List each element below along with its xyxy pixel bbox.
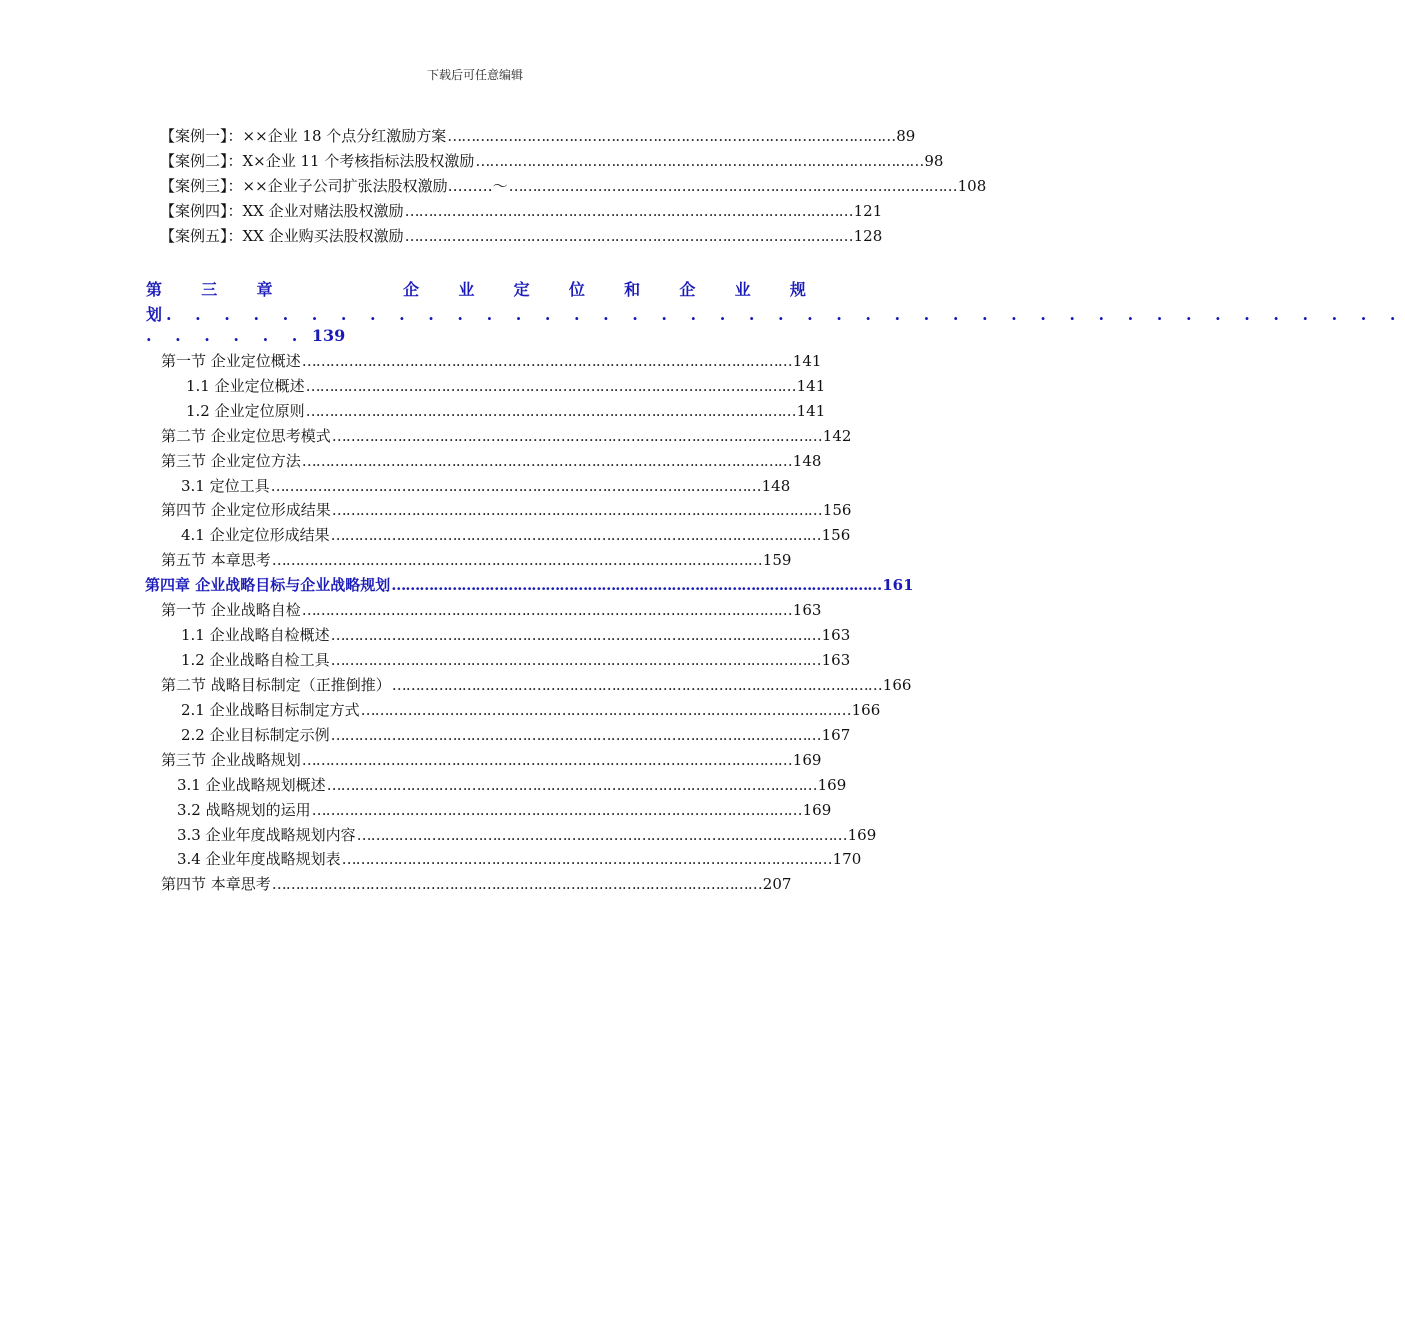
- chapter3-heading-row3: [146, 326, 345, 345]
- leader-dots: ……………………………………………………………………………………………: [305, 402, 796, 420]
- toc-case-3[interactable]: [160, 176, 987, 196]
- toc-case-4[interactable]: [160, 201, 883, 221]
- chapter3-char: 位: [568, 280, 585, 299]
- toc-page: 159: [762, 551, 792, 569]
- toc-page: 89: [896, 127, 916, 145]
- toc-entry[interactable]: [161, 351, 822, 371]
- toc-page: 148: [761, 477, 791, 495]
- leader-dots: ……………………………………………………………………………………………: [356, 826, 847, 844]
- toc-label: 3.3 企业年度战略规划内容: [177, 826, 356, 844]
- toc-label: 1.1 企业战略自检概述: [181, 626, 330, 644]
- leader-dots: ……………………………………………………………………………………: [404, 227, 853, 245]
- toc-case-5[interactable]: [160, 226, 883, 246]
- toc-page: 98: [924, 152, 944, 170]
- chapter3-char: 章: [256, 280, 273, 299]
- toc-entry[interactable]: [181, 725, 851, 745]
- toc-page: 166: [882, 676, 912, 694]
- leader-dots: ……………………………………………………………………………………………: [271, 875, 762, 893]
- toc-label: 第二节 战略目标制定（正推倒推）: [161, 676, 391, 694]
- toc-entry[interactable]: [161, 675, 912, 695]
- chapter3-heading[interactable]: [146, 277, 806, 300]
- toc-entry[interactable]: [181, 525, 851, 545]
- toc-page: 207: [762, 875, 792, 893]
- toc-page: 142: [822, 427, 852, 445]
- chapter3-char: 定: [513, 280, 530, 299]
- leader-dots: ……………………………………………………………………………………………: [331, 501, 822, 519]
- leader-dots: ……………………………………………………………………………………………: [301, 452, 792, 470]
- leader-dots: ……………………………………………………………………………………………: [301, 751, 792, 769]
- toc-label: 1.2 企业定位原则: [186, 402, 305, 420]
- chapter3-char: 企: [679, 280, 696, 299]
- toc-case-2[interactable]: [160, 151, 944, 171]
- toc-page: 170: [832, 850, 862, 868]
- leader-dots: ……………………………………………………………………………………………: [326, 776, 817, 794]
- toc-label: 1.2 企业战略自检工具: [181, 651, 330, 669]
- leader-dots: ……………………………………………………………………………………………: [311, 801, 802, 819]
- leader-dots: . . . . . .: [146, 326, 307, 345]
- page-header: 下载后可任意编辑: [426, 68, 523, 82]
- chapter3-gap: [312, 277, 364, 300]
- toc-entry[interactable]: [177, 775, 847, 795]
- toc-page: 121: [853, 202, 883, 220]
- toc-page: 141: [796, 377, 826, 395]
- leader-dots: ……………………………………………………………………………………: [404, 202, 853, 220]
- toc-page: 163: [821, 651, 851, 669]
- toc-page: 156: [821, 526, 851, 544]
- toc-entry[interactable]: [161, 600, 822, 620]
- leader-dots: ……………………………………………………………………………………………: [301, 352, 792, 370]
- toc-label: 第四章 企业战略目标与企业战略规划: [145, 576, 391, 594]
- toc-page: 156: [822, 501, 852, 519]
- toc-page: 169: [847, 826, 877, 844]
- toc-label: 【案例二】：X×企业 11 个考核指标法股权激励: [160, 152, 475, 170]
- toc-page: 169: [817, 776, 847, 794]
- chapter3-heading-row2: [146, 302, 1405, 325]
- toc-label: 4.1 企业定位形成结果: [181, 526, 330, 544]
- toc-page: 139: [311, 326, 346, 345]
- toc-page: 141: [796, 402, 826, 420]
- leader-dots: ……………………………………………………………………………………………: [270, 477, 761, 495]
- toc-entry[interactable]: [181, 625, 851, 645]
- leader-dots: ……………………………………………………………………………………………: [391, 576, 882, 594]
- leader-dots: ……………………………………………………………………………………………: [331, 427, 822, 445]
- chapter3-char: 三: [201, 280, 218, 299]
- chapter3-char: 规: [789, 280, 806, 299]
- toc-label: 第五节 本章思考: [161, 551, 271, 569]
- toc-page: 161: [882, 576, 914, 594]
- toc-label: 第二节 企业定位思考模式: [161, 427, 331, 445]
- toc-entry[interactable]: [181, 650, 851, 670]
- toc-label: 2.1 企业战略目标制定方式: [181, 701, 360, 719]
- toc-label: 3.4 企业年度战略规划表: [177, 850, 341, 868]
- toc-entry[interactable]: [181, 700, 881, 720]
- toc-page: 166: [851, 701, 881, 719]
- toc-entry[interactable]: [186, 401, 826, 421]
- toc-label: 第四节 本章思考: [161, 875, 271, 893]
- leader-dots: ……………………………………………………………………………………………: [271, 551, 762, 569]
- leader-dots: ……………………………………………………………………………………: [447, 127, 896, 145]
- toc-label: 3.2 战略规划的运用: [177, 801, 311, 819]
- toc-case-1[interactable]: [160, 126, 916, 146]
- toc-page: 141: [792, 352, 822, 370]
- toc-label: 第三节 企业战略规划: [161, 751, 301, 769]
- leader-dots: ……………………………………………………………………………………………: [330, 651, 821, 669]
- toc-page: 148: [792, 452, 822, 470]
- leader-dots: ……………………………………………………………………………………………: [301, 601, 792, 619]
- toc-label: 第一节 企业战略自检: [161, 601, 301, 619]
- toc-label: 2.2 企业目标制定示例: [181, 726, 330, 744]
- toc-entry[interactable]: [161, 426, 852, 446]
- toc-page: 169: [802, 801, 832, 819]
- toc-page: 163: [792, 601, 822, 619]
- toc-label: 【案例四】：XX 企业对赌法股权激励: [160, 202, 404, 220]
- toc-entry[interactable]: [161, 874, 792, 894]
- toc-label: 【案例一】：××企业 18 个点分红激励方案: [160, 127, 447, 145]
- leader-dots: ……………………………………………………………………………………………: [391, 676, 882, 694]
- leader-dots: ……………………………………………………………………………………: [508, 177, 957, 195]
- leader-dots: ……………………………………………………………………………………………: [330, 626, 821, 644]
- toc-entry[interactable]: [161, 451, 822, 471]
- toc-entry[interactable]: [161, 550, 792, 570]
- toc-chapter-4[interactable]: [145, 575, 914, 595]
- leader-dots: ……………………………………………………………………………………………: [305, 377, 796, 395]
- toc-entry[interactable]: [161, 500, 852, 520]
- leader-dots: ……………………………………………………………………………………: [475, 152, 924, 170]
- chapter3-char: 第: [146, 280, 163, 299]
- toc-label: 3.1 企业战略规划概述: [177, 776, 326, 794]
- toc-page: 169: [792, 751, 822, 769]
- toc-entry[interactable]: [161, 750, 822, 770]
- toc-page: 163: [821, 626, 851, 644]
- toc-entry[interactable]: [177, 825, 877, 845]
- toc-label: 【案例五】：XX 企业购买法股权激励: [160, 227, 404, 245]
- leader-dots: ……………………………………………………………………………………………: [341, 850, 832, 868]
- leader-dots: . . . . . . . . . . . . . . . . . . . . . . . . . . . . . . . . . . . . . . . . . . .: [166, 305, 1405, 324]
- chapter3-text: 划: [146, 305, 163, 324]
- toc-label: 第三节 企业定位方法: [161, 452, 301, 470]
- chapter3-char: 业: [458, 280, 475, 299]
- leader-dots: ……………………………………………………………………………………………: [360, 701, 851, 719]
- toc-entry[interactable]: [177, 800, 832, 820]
- toc-label: 第一节 企业定位概述: [161, 352, 301, 370]
- chapter3-char: 和: [624, 280, 641, 299]
- chapter3-char: 企: [403, 280, 420, 299]
- toc-label: 第四节 企业定位形成结果: [161, 501, 331, 519]
- toc-page: 167: [821, 726, 851, 744]
- toc-entry[interactable]: [177, 849, 862, 869]
- toc-entry[interactable]: [186, 376, 826, 396]
- toc-label: 【案例三】：××企业子公司扩张法股权激励………～: [160, 177, 508, 195]
- toc-entry[interactable]: [181, 476, 791, 496]
- toc-page: 108: [957, 177, 987, 195]
- toc-label: 1.1 企业定位概述: [186, 377, 305, 395]
- toc-page: 128: [853, 227, 883, 245]
- leader-dots: ……………………………………………………………………………………………: [330, 526, 821, 544]
- chapter3-char: 业: [734, 280, 751, 299]
- toc-label: 3.1 定位工具: [181, 477, 270, 495]
- leader-dots: ……………………………………………………………………………………………: [330, 726, 821, 744]
